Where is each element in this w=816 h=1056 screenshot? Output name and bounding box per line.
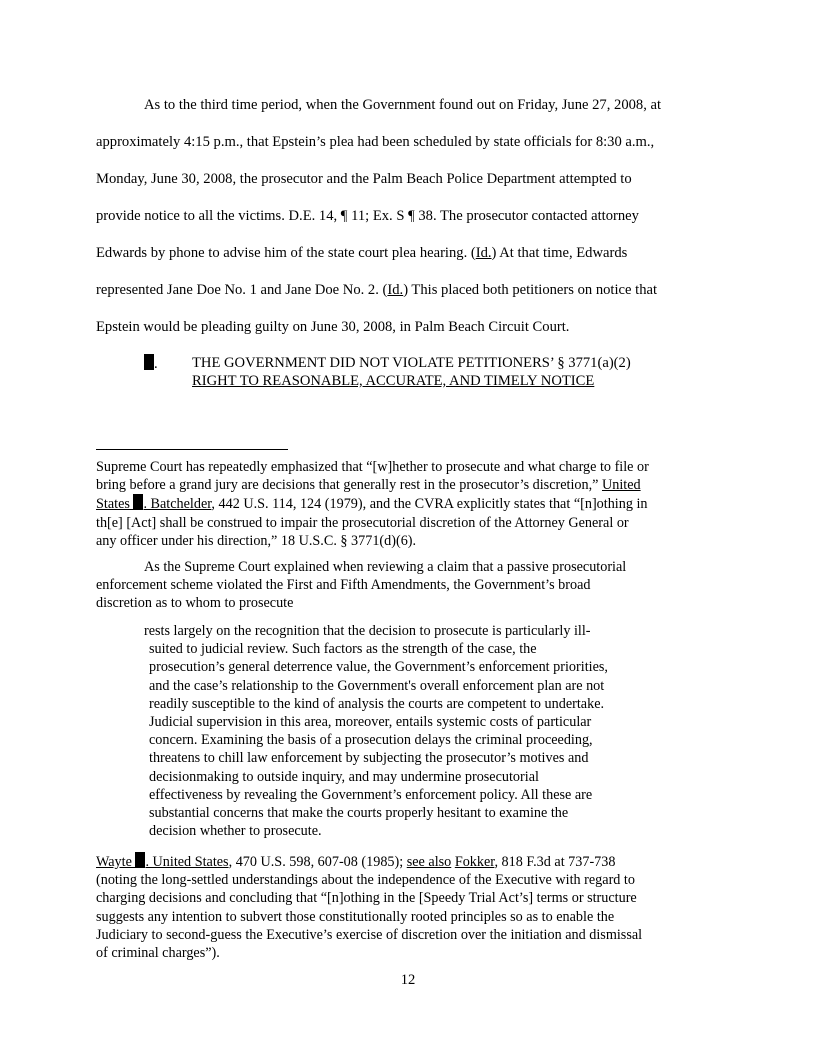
- main-line: represented Jane Doe No. 1 and Jane Doe No. 2. (Id.) This placed both petitioners on notice that: [96, 282, 658, 298]
- redaction-box: [133, 494, 143, 510]
- citation-id: Id.: [475, 245, 492, 261]
- main-paragraph: [96, 90, 726, 349]
- footnote-paragraph-3: Wayte . United States, 470 U.S. 598, 607-08 (1985); see also Fokker, 818 F.3d at 737-738 (noting the long-settled understandings about the independence of the Executive with regard to charging decisions and concluding that “[n]othing in the [Speedy Trial Act’s] terms or structure suggests any intention to subvert those constitutionally rooted principles so as to enable the Judiciary to second-guess the Executive’s exercise of discretion over the initiation and dismissal of criminal charges”).: [96, 854, 643, 962]
- main-line: Epstein would be pleading guilty on June 30, 2008, in Palm Beach Circuit Court.: [96, 319, 570, 335]
- page-number: 12: [400, 972, 416, 988]
- main-line: As to the third time period, when the Government found out on Friday, June 27, 2008, at: [144, 97, 662, 113]
- citation-id: Id.: [387, 282, 404, 298]
- heading-line-2: RIGHT TO REASONABLE, ACCURATE, AND TIMELY NOTICE: [192, 373, 595, 389]
- main-line: Edwards by phone to advise him of the state court plea hearing. (Id.) At that time, Edwards: [96, 245, 628, 261]
- block-quote: rests largely on the recognition that the decision to prosecute is particularly ill- suited to judicial review. Such factors as the strength of the case, the prosecution’s general deterrence value, the Government’s enforcement priorities, and the case’s relationship to the Government's overall enforcement plan are not readily susceptible to the kind of analysis the courts are competent to undertake. Judicial supervision in this area, moreover, entails systemic costs of particular concern. Examining the basis of a prosecution delays the criminal proceeding, threatens to chill law enforcement by subjecting the prosecutor’s motives and decisionmaking to outside inquiry, and may undermine prosecutorial effectiveness by revealing the Government’s enforcement policy. All these are substantial concerns that make the courts properly hesitant to examine the decision whether to prosecute.: [144, 623, 608, 840]
- section-marker: .: [144, 354, 158, 373]
- redaction-box: [144, 354, 154, 370]
- redaction-box: [135, 852, 145, 868]
- footnote-paragraph-2: As the Supreme Court explained when reviewing a claim that a passive prosecutorial enforcement scheme violated the First and Fifth Amendments, the Government’s broad discretion as to whom to prosecute: [96, 559, 627, 612]
- heading-line-1: THE GOVERNMENT DID NOT VIOLATE PETITIONERS’ § 3771(a)(2): [192, 355, 631, 371]
- main-line: approximately 4:15 p.m., that Epstein’s plea had been scheduled by state officials for 8:30 a.m.,: [96, 134, 655, 150]
- section-heading-text: [192, 354, 631, 390]
- main-line: Monday, June 30, 2008, the prosecutor and the Palm Beach Police Department attempted to: [96, 171, 632, 187]
- footnote-paragraph-1: Supreme Court has repeatedly emphasized that “[w]hether to prosecute and what charge to file or bring before a grand jury are decisions that generally rest in the prosecutor’s discretion,” United States . Batchelder, 442 U.S. 114, 124 (1979), and the CVRA explicitly states that “[n]othing in th[e] [Act] shall be construed to impair the prosecutorial discretion of the Attorney General or any officer under his direction,” 18 U.S.C. § 3771(d)(6).: [96, 459, 649, 549]
- main-line: provide notice to all the victims. D.E. 14, ¶ 11; Ex. S ¶ 38. The prosecutor contacted attorney: [96, 208, 639, 224]
- footnote-separator: [96, 449, 288, 450]
